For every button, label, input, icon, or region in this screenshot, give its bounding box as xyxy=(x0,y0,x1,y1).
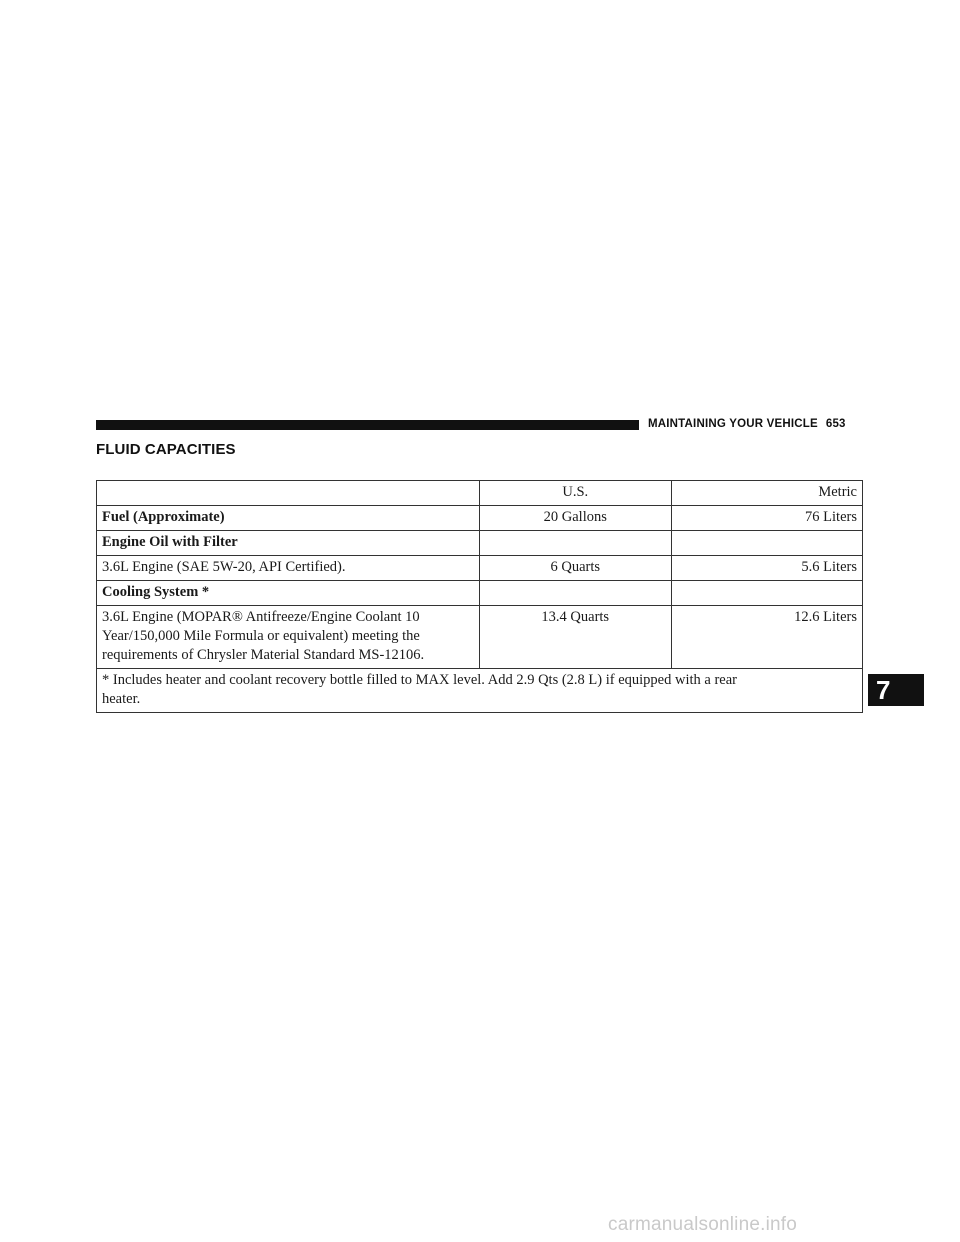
row-label: Cooling System * xyxy=(97,581,480,606)
table-row xyxy=(97,606,863,669)
row-label xyxy=(97,606,480,669)
page-number: 653 xyxy=(825,418,846,430)
row-us-value: 6 Quarts xyxy=(480,556,672,581)
row-label-line: Year/150,000 Mile Formula or equivalent) meeting the xyxy=(102,628,420,644)
row-label-line: requirements of Chrysler Material Standard MS-12106. xyxy=(102,647,425,663)
row-label-line: 3.6L Engine (MOPAR® Antifreeze/Engine Coolant 10 xyxy=(102,609,420,625)
fluid-capacities-table xyxy=(96,480,863,713)
table-row xyxy=(97,556,863,581)
footnote-line: heater. xyxy=(102,691,141,707)
chapter-tab: 7 xyxy=(868,674,924,706)
table-row xyxy=(97,506,863,531)
table-row xyxy=(97,581,863,606)
header-section-title: MAINTAINING YOUR VEHICLE xyxy=(648,418,818,430)
row-metric-value: 5.6 Liters xyxy=(671,556,862,581)
watermark: carmanualsonline.info xyxy=(608,1214,798,1235)
header-rule xyxy=(96,420,639,430)
row-label: Fuel (Approximate) xyxy=(97,506,480,531)
running-header xyxy=(648,418,846,430)
row-label: 3.6L Engine (SAE 5W-20, API Certified). xyxy=(97,556,480,581)
row-metric-value xyxy=(671,531,862,556)
row-metric-value: 76 Liters xyxy=(671,506,862,531)
footnote-line: * Includes heater and coolant recovery bottle filled to MAX level. Add 2.9 Qts (2.8 L) if equipped with a rear xyxy=(102,672,737,688)
header-cell-us: U.S. xyxy=(480,481,672,506)
header-cell-metric: Metric xyxy=(671,481,862,506)
header-cell-description xyxy=(97,481,480,506)
table-header-row xyxy=(97,481,863,506)
table-footnote-row xyxy=(97,669,863,713)
table-row xyxy=(97,531,863,556)
row-us-value xyxy=(480,531,672,556)
table-footnote xyxy=(97,669,863,713)
row-metric-value: 12.6 Liters xyxy=(671,606,862,669)
row-us-value: 20 Gallons xyxy=(480,506,672,531)
section-title: FLUID CAPACITIES xyxy=(96,441,236,458)
row-label: Engine Oil with Filter xyxy=(97,531,480,556)
row-metric-value xyxy=(671,581,862,606)
row-us-value: 13.4 Quarts xyxy=(480,606,672,669)
row-us-value xyxy=(480,581,672,606)
